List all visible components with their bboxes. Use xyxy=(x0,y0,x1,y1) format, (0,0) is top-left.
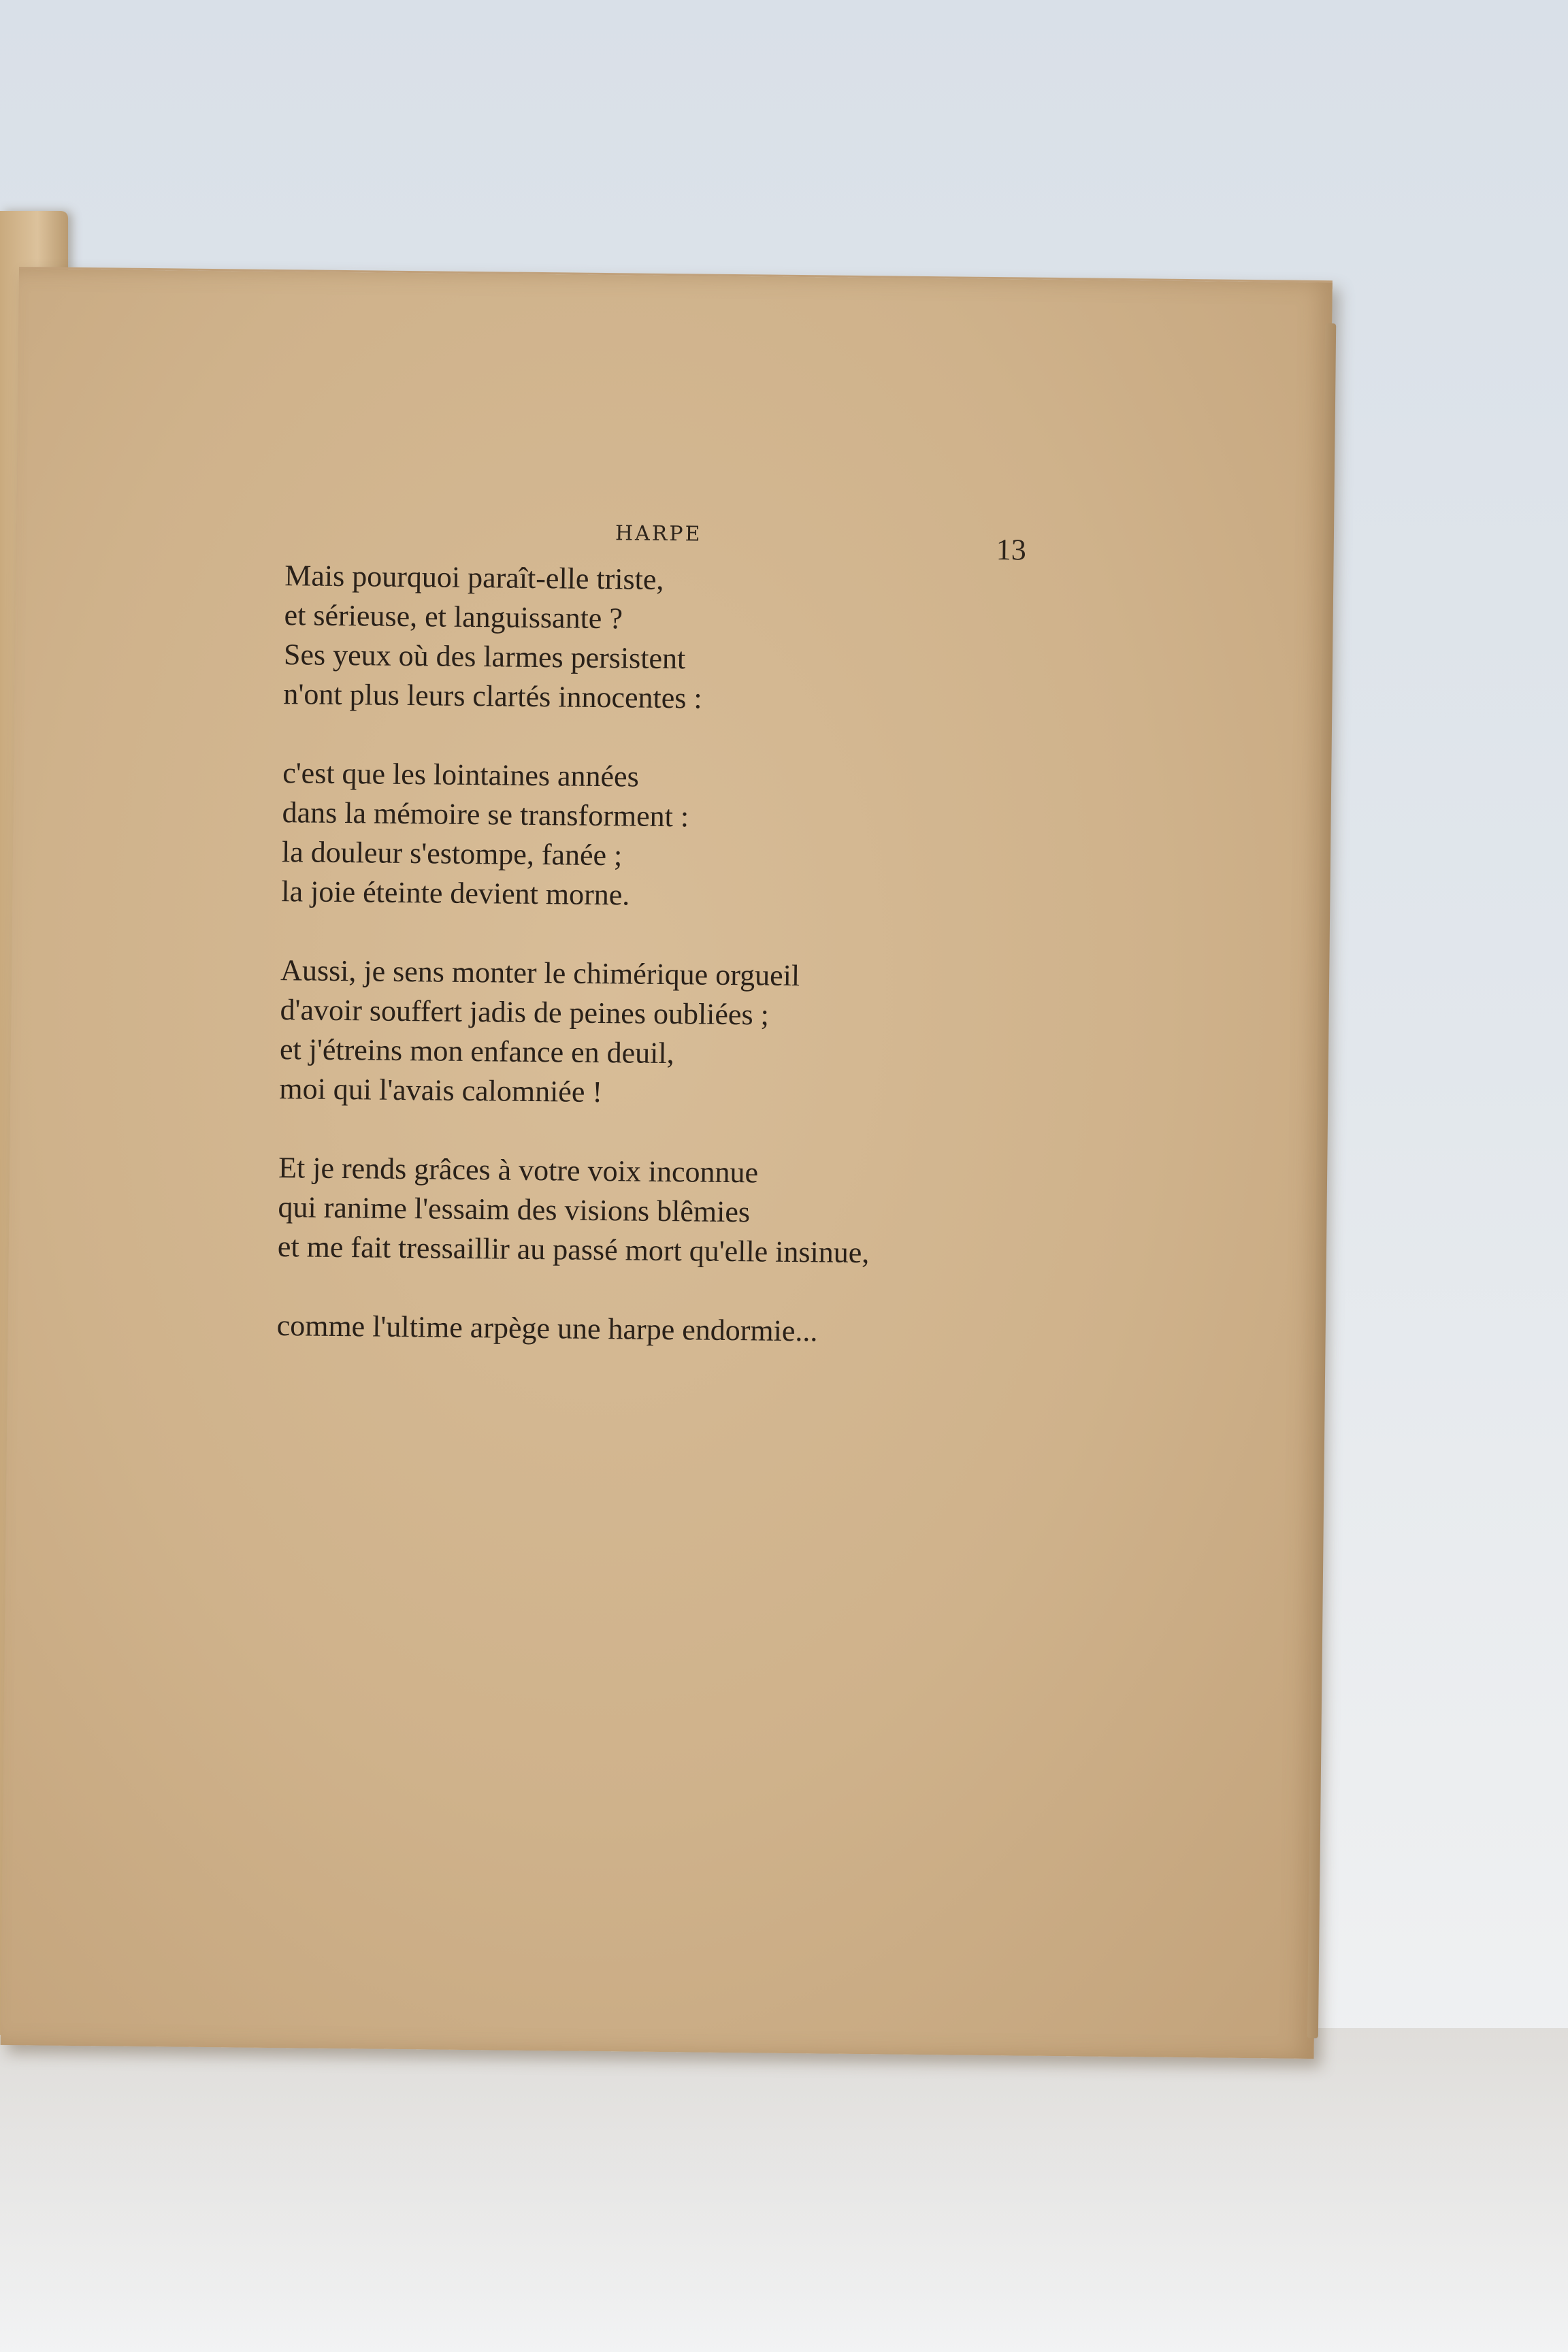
poem-line: la douleur s'estompe, fanée ; xyxy=(281,835,623,872)
stanza-4 xyxy=(278,1148,1286,1277)
poem-line: Mais pourquoi paraît-elle triste, xyxy=(284,559,664,596)
table-reflection xyxy=(0,2028,1568,2352)
poem-line: Ses yeux où des larmes persistent xyxy=(283,638,686,676)
poem-line: c'est que les lointaines années xyxy=(282,756,639,794)
page-number: 13 xyxy=(996,533,1026,567)
poem-line: la joie éteinte devient morne. xyxy=(281,875,630,912)
poem-line: et me fait tressaillir au passé mort qu'elle insinue, xyxy=(277,1230,870,1270)
page-fore-edge xyxy=(1307,323,1336,2038)
poem-line: Et je rends grâces à votre voix inconnue xyxy=(278,1151,759,1190)
poem-line: dans la mémoire se transforment : xyxy=(282,796,689,834)
poem-line: moi qui l'avais calomniée ! xyxy=(279,1072,603,1109)
poem-line: d'avoir souffert jadis de peines oubliées ; xyxy=(280,993,770,1032)
poem-line: et sérieuse, et languissante ? xyxy=(284,598,623,636)
stanza-1 xyxy=(283,556,1292,724)
book-page xyxy=(1,267,1333,2059)
poem-line: et j'étreins mon enfance en deuil, xyxy=(279,1032,674,1071)
poem-line: Aussi, je sens monter le chimérique orgueil xyxy=(280,953,800,993)
poem-line: qui ranime l'essaim des visions blêmies xyxy=(278,1190,751,1229)
poem-body xyxy=(276,556,1292,1356)
running-head: HARPE xyxy=(615,521,702,546)
poem-final-line: comme l'ultime arpège une harpe endormie... xyxy=(276,1309,818,1348)
stanza-3 xyxy=(279,951,1288,1119)
stanza-2 xyxy=(281,753,1290,921)
poem-line: n'ont plus leurs clartés innocentes : xyxy=(283,677,702,715)
